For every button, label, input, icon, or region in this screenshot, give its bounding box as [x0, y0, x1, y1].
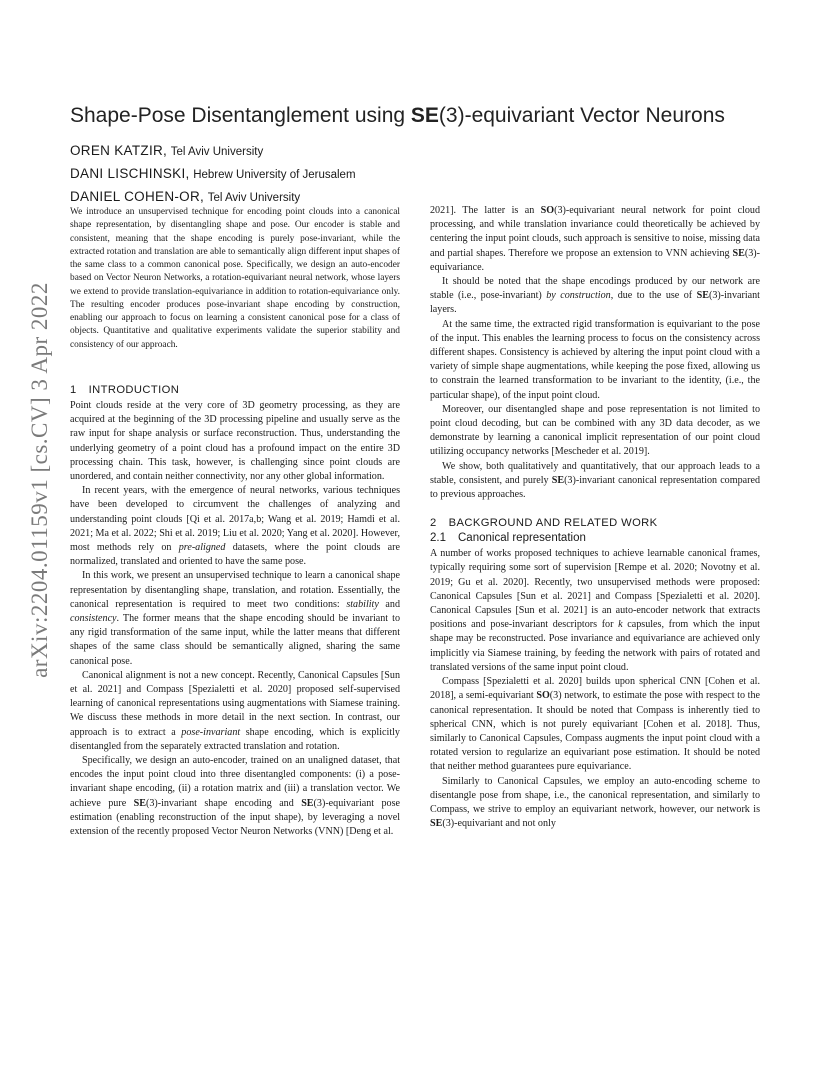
left-column	[70, 384, 400, 839]
arxiv-stamp: arXiv:2204.01159v1 [cs.CV] 3 Apr 2022	[27, 282, 52, 678]
paragraph: It should be noted that the shape encodings produced by our network are stable (i.e., pose-invariant) by construction, due to the use of SE(3)-invariant layers.	[430, 276, 760, 316]
author-name: DANI LISCHINSKI,	[70, 166, 190, 181]
paragraph: 2021]. The latter is an SO(3)-equivariant neural network for point cloud processing, and while translation invariance could theoretically be achieved by centering the input point clouds, such approach is sensitive to noise, missing data and partial shapes. Therefore we propose an extension to VNN achieving SE(3)-equivariance.	[430, 205, 760, 273]
section-heading-introduction: 1 INTRODUCTION	[70, 384, 180, 396]
paragraph: At the same time, the extracted rigid transformation is equivariant to the pose of the input. This enables the learning process to focus on the consistency across different shapes. Consistency is achieved by altering the input point cloud with a variety of simple shape augmentations, while keeping the pose fixed, allowing us to constrain the learned transformation to be invariant to the identity, (i.e., the particular shape), of the input point cloud.	[430, 318, 760, 401]
paragraph: Specifically, we design an auto-encoder, trained on an unaligned dataset, that encodes the input point cloud into three disentangled components: (i) a pose-invariant shape encoding, (ii) a rotation matrix and (iii) a translation vector. We achieve pure SE(3)-invariant shape encoding and SE(3)-equivariant pose estimation (enabling reconstruction of the input shape), by leveraging a novel extension of the recently proposed Vector Neuron Networks (VNN) [Deng et al.	[70, 755, 400, 838]
subsection-heading-canonical: 2.1 Canonical representation	[430, 532, 586, 545]
paragraph: Canonical alignment is not a new concept. Recently, Canonical Capsules [Sun et al. 2021] and Compass [Spezialetti et al. 2020] proposed self-supervised learning of canonical representations using augmentations with Siamese training. We discuss these methods in more detail in the next section. In contrast, our approach is to extract a pose-invariant shape encoding, which is explicitly disentangled from the separately extracted translation and rotation.	[70, 669, 400, 752]
paragraph: We show, both qualitatively and quantitatively, that our approach leads to a stable, consistent, and purely SE(3)-invariant canonical representation compared to previous approaches.	[430, 460, 760, 501]
paragraph: A number of works proposed techniques to achieve learnable canonical frames, typically requiring some sort of supervision [Rempe et al. 2020; Novotny et al. 2019; Gu et al. 2020]. Recently, two unsupervised methods were proposed: Canonical Capsules [Sun et al. 2021] and Compass [Spezialetti et al. 2020]. Canonical Capsules [Sun et al. 2021] is an auto-encoder network that extracts positions and pose-invariant descriptors for k capsules, from which the input shape may be reconstructed. Pose invariance and equivariance are achieved only implicitly via Siamese training, by feeding the network with pairs of rotated and translated versions of the same input point cloud.	[430, 548, 760, 673]
author-name: DANIEL COHEN-OR,	[70, 189, 205, 204]
author-affiliation: Tel Aviv University	[207, 192, 301, 204]
author-2	[70, 163, 570, 186]
right-column	[430, 204, 760, 831]
author-affiliation: Hebrew University of Jerusalem	[193, 169, 356, 181]
paper-title: Shape-Pose Disentanglement using SE(3)-equivariant Vector Neurons	[70, 104, 725, 127]
paragraph: Similarly to Canonical Capsules, we employ an auto-encoding scheme to disentangle pose from shape, i.e., the canonical representation, and similarly to Compass, we strive to employ an equivariant network, however, our network is SE(3)-equivariant and not only	[430, 775, 760, 830]
author-affiliation: Tel Aviv University	[170, 146, 264, 158]
author-name: OREN KATZIR,	[70, 143, 168, 158]
paragraph: Compass [Spezialetti et al. 2020] builds upon spherical CNN [Cohen et al. 2018], a semi-equivariant SO(3) network, to estimate the pose with respect to the canonical representation. It should be noted that Compass is inherently tied to spherical CNN, which is not purely equivariant [Cohen et al. 2018]. Thus, similarly to Canonical Capsules, Compass augments the input point cloud with a rotated version to regularize an equivariant pose estimation. It should be noted that neither method guarantees pure equivariance.	[430, 676, 761, 773]
paragraph: Moreover, our disentangled shape and pose representation is not limited to point cloud decoding, but can be combined with any 3D data decoder, as we demonstrate by learning a canonical implicit representation of our point cloud utilizing occupancy networks [Mescheder et al. 2019].	[430, 403, 760, 458]
paragraph: In this work, we present an unsupervised technique to learn a canonical shape representation by disentangling shape, translation, and rotation. Essentially, the canonical representation is required to meet two conditions: stability and consistency. The former means that the shape encoding should be invariant to any rigid transformation of the same input, while the latter means that different shapes of the same class should be semantically aligned, sharing the same canonical pose.	[70, 570, 400, 667]
section-heading-background: 2 BACKGROUND AND RELATED WORK	[430, 517, 658, 530]
paragraph: Point clouds reside at the very core of 3D geometry processing, as they are acquired at the beginning of the 3D processing pipeline and usually serve as the raw input for shape analysis or surface reconstruction. Thus, understanding the underlying geometry of a point cloud has a profound impact on the entire 3D processing chain. This task, however, is challenging since point clouds are unordered, and contain neither connectivity, nor any other global information.	[70, 400, 400, 483]
paragraph: In recent years, with the emergence of neural networks, various techniques have been developed to circumvent the challenges of analyzing and understanding point clouds [Qi et al. 2017a,b; Wang et al. 2019; Hamdi et al. 2021; Ma et al. 2022; Shi et al. 2019; Liu et al. 2020; Yang et al. 2020]. However, most methods rely on pre-aligned datasets, where the point clouds are normalized, translated and oriented to have the same pose.	[70, 485, 401, 568]
author-list	[70, 140, 570, 209]
author-1	[70, 140, 570, 163]
abstract: We introduce an unsupervised technique for encoding point clouds into a canonical shape representation, by disentangling shape and pose. Our encoder is stable and consistent, meaning that the shape encoding is purely pose-invariant, while the extracted rotation and translation are able to semantically align different input shapes of the same class to a common canonical pose. Specifically, we design an auto-encoder based on Vector Neuron Networks, a rotation-equivariant neural network, whose layers we extend to provide translation-equivariance in addition to rotation-equivariance only. The resulting encoder produces pose-invariant shape encoding by construction, enabling our approach to focus on learning a consistent canonical pose for a class of objects. Quantitative and qualitative experiments validate the superior stability and consistency of our approach.	[70, 207, 400, 350]
